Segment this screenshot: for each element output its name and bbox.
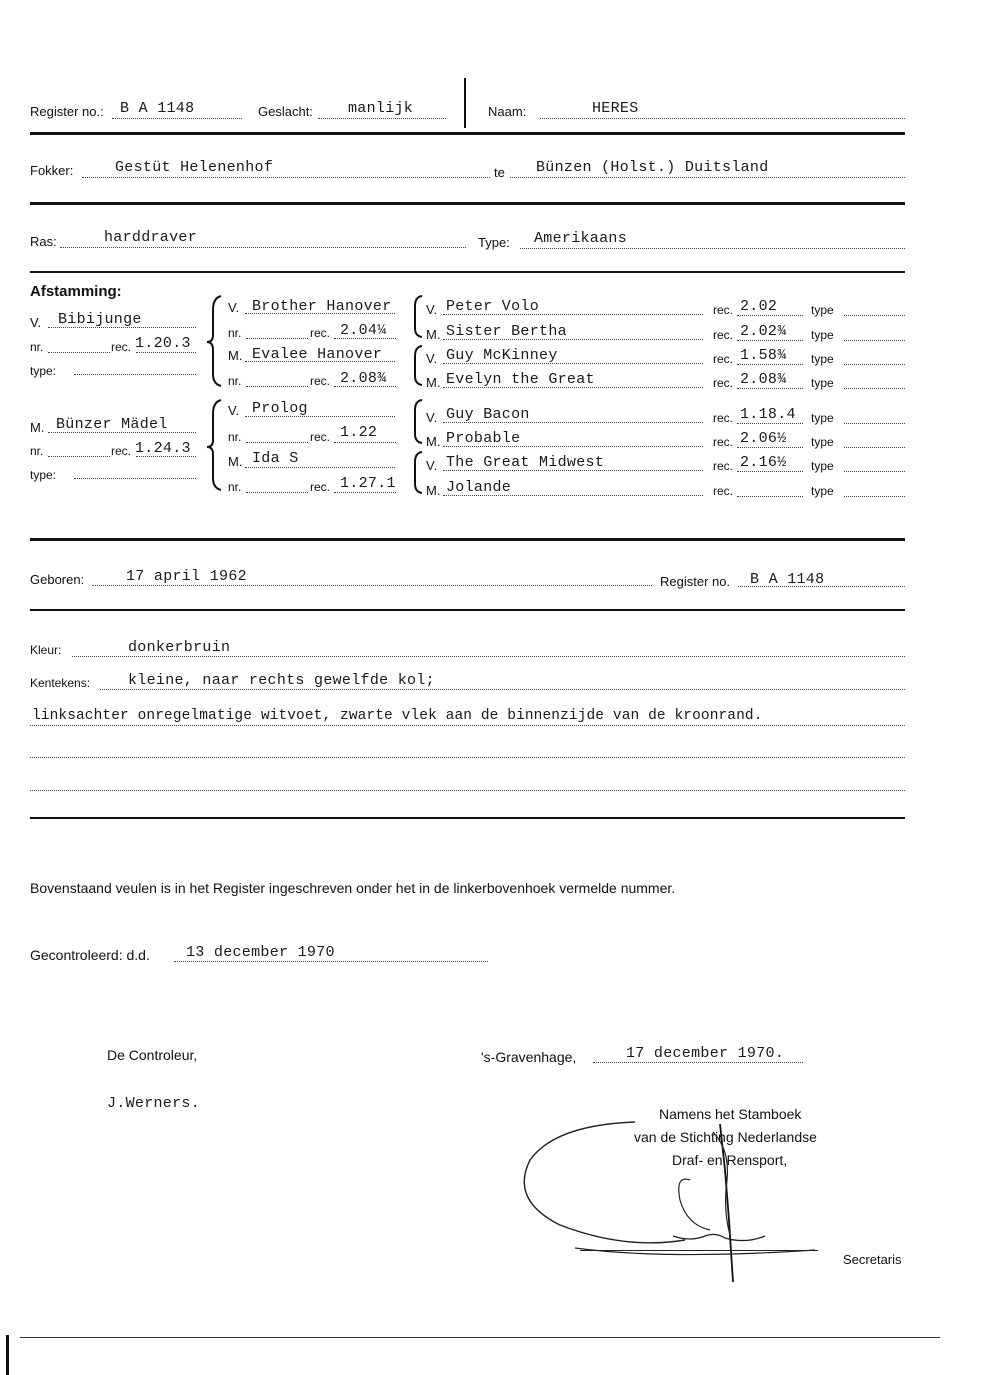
signature-line	[580, 1250, 818, 1251]
stamboek-line2: van de Stichting Nederlandse	[634, 1129, 817, 1145]
geboren-register-value: B A 1148	[750, 571, 825, 588]
rule-2	[30, 202, 905, 205]
dam-nr-dotline	[48, 456, 110, 457]
kentekens-line2: linksachter onregelmatige witvoet, zwarte vlek aan de binnenzijde van de kroonrand.	[32, 708, 763, 724]
ms-rec-dotline	[334, 442, 396, 443]
kleur-value: donkerbruin	[128, 639, 231, 656]
ms-rec-value: 1.22	[340, 424, 378, 441]
sire-rec-label: rec.	[111, 340, 132, 354]
ps-rec-value: 2.04¼	[340, 322, 387, 339]
fokker-value: Gestüt Helenenhof	[115, 159, 274, 176]
gecontroleerd-dotline	[174, 961, 488, 962]
pd-rec-label: rec.	[310, 374, 331, 388]
gen3-name: Guy McKinney	[446, 347, 558, 364]
fokker-label: Fokker:	[30, 163, 74, 178]
geboren-value: 17 april 1962	[126, 568, 247, 585]
gen3-prefix: M.	[426, 327, 441, 342]
header-divider	[464, 78, 466, 128]
naam-dotline	[540, 118, 905, 119]
gen3-prefix: M.	[426, 375, 441, 390]
gen3-name: Jolande	[446, 479, 512, 496]
gen3-rec-label: rec.	[713, 435, 734, 449]
kentekens-dotline-2	[30, 725, 905, 726]
gen3-rec-label: rec.	[713, 484, 734, 498]
md-nr-label: nr.	[228, 480, 242, 494]
naam-value: HERES	[592, 100, 639, 117]
dam-prefix: M.	[30, 420, 45, 435]
gen3-rec-value: 2.08¾	[740, 371, 787, 388]
md-rec-value: 1.27.1	[340, 475, 396, 492]
gen3-type-dotline	[844, 423, 905, 424]
rule-3	[30, 271, 905, 273]
gen2-braces	[205, 290, 225, 500]
bottom-rule	[20, 1337, 940, 1338]
naam-label: Naam:	[488, 104, 527, 119]
gen3-name: Evelyn the Great	[446, 371, 595, 388]
place-label: 's-Gravenhage,	[481, 1049, 577, 1065]
gen3-type-dotline	[844, 471, 905, 472]
registration-statement: Bovenstaand veulen is in het Register ingeschreven onder het in de linkerbovenhoek vermelde nummer.	[30, 880, 676, 896]
gen3-prefix: V.	[426, 351, 438, 366]
type-dotline	[520, 248, 905, 249]
gen3-rec-label: rec.	[713, 328, 734, 342]
md-rec-dotline	[334, 492, 396, 493]
md-prefix: M.	[228, 454, 243, 469]
gecontroleerd-label: Gecontroleerd: d.d.	[30, 947, 150, 963]
sire-nr-label: nr.	[30, 340, 44, 354]
sire-type-dotline	[74, 374, 196, 375]
dam-name: Bünzer Mädel	[56, 416, 168, 433]
dam-type-label: type:	[30, 468, 57, 482]
type-value: Amerikaans	[534, 230, 628, 247]
ras-value: harddraver	[104, 229, 198, 246]
te-label: te	[494, 165, 505, 180]
gen3-type-dotline	[844, 364, 905, 365]
pd-prefix: M.	[228, 348, 243, 363]
gen3-name: Probable	[446, 430, 521, 447]
gen3-name: Guy Bacon	[446, 406, 530, 423]
gen3-rec-label: rec.	[713, 303, 734, 317]
gen3-rec-value: 2.16½	[740, 454, 787, 471]
md-rec-label: rec.	[310, 480, 331, 494]
fokker-dotline	[82, 177, 490, 178]
gen3-rec-dotline	[737, 496, 803, 497]
ps-nr-label: nr.	[228, 326, 242, 340]
gen3-type-label: type	[811, 435, 834, 449]
kentekens-dotline-3	[30, 757, 905, 758]
dam-type-dotline	[74, 478, 196, 479]
afstamming-title: Afstamming:	[30, 283, 122, 300]
sire-rec-value: 1.20.3	[135, 335, 191, 352]
ms-nr-dotline	[246, 442, 308, 443]
stamboek-line3: Draf- en Rensport,	[672, 1152, 788, 1168]
ps-nr-dotline	[246, 338, 308, 339]
sire-name: Bibijunge	[58, 311, 142, 328]
gen3-name: The Great Midwest	[446, 454, 605, 471]
gecontroleerd-value: 13 december 1970	[186, 944, 335, 961]
md-name: Ida S	[252, 450, 299, 467]
gen3-name: Peter Volo	[446, 298, 540, 315]
geboren-register-label: Register no.	[660, 574, 731, 589]
geslacht-label: Geslacht:	[258, 104, 313, 119]
gen3-rec-value: 2.06½	[740, 430, 787, 447]
register-label: Register no.:	[30, 104, 104, 119]
md-dotline	[245, 467, 395, 468]
gen3-prefix: V.	[426, 302, 438, 317]
gen3-prefix: M.	[426, 434, 441, 449]
rule-4	[30, 538, 905, 541]
gen3-type-label: type	[811, 459, 834, 473]
gen3-type-dotline	[844, 496, 905, 497]
scan-edge-mark	[6, 1335, 9, 1375]
kentekens-dotline-4	[30, 790, 905, 791]
geboren-dotline	[92, 585, 652, 586]
ms-prefix: V.	[228, 403, 240, 418]
kentekens-dotline-1	[100, 689, 905, 690]
gen3-type-label: type	[811, 484, 834, 498]
place-date-value: 17 december 1970.	[626, 1045, 785, 1062]
gen3-rec-dotline	[737, 315, 803, 316]
ps-prefix: V.	[228, 300, 240, 315]
gen3-prefix: V.	[426, 410, 438, 425]
gen3-type-label: type	[811, 303, 834, 317]
pd-nr-label: nr.	[228, 374, 242, 388]
md-nr-dotline	[246, 492, 308, 493]
ms-name: Prolog	[252, 400, 308, 417]
gen3-rec-label: rec.	[713, 411, 734, 425]
type-label: Type:	[478, 235, 510, 250]
dam-nr-label: nr.	[30, 444, 44, 458]
dam-rec-label: rec.	[111, 444, 132, 458]
gen3-rec-dotline	[737, 423, 803, 424]
sire-rec-dotline	[136, 352, 196, 353]
gen3-rec-value: 1.58¾	[740, 347, 787, 364]
ps-name: Brother Hanover	[252, 298, 392, 315]
controleur-name: J.Werners.	[107, 1095, 201, 1112]
gen3-type-dotline	[844, 340, 905, 341]
gen3-rec-label: rec.	[713, 459, 734, 473]
gen3-type-label: type	[811, 352, 834, 366]
kleur-dotline	[72, 656, 905, 657]
gen3-rec-dotline	[737, 340, 803, 341]
te-value: Bünzen (Holst.) Duitsland	[536, 159, 769, 176]
gen3-type-label: type	[811, 376, 834, 390]
kleur-label: Kleur:	[30, 643, 62, 657]
gen3-rec-dotline	[737, 447, 803, 448]
register-dotline	[112, 118, 242, 119]
ms-nr-label: nr.	[228, 430, 242, 444]
geslacht-dotline	[318, 118, 446, 119]
gen3-rec-dotline	[737, 471, 803, 472]
ps-rec-label: rec.	[310, 326, 331, 340]
gen3-type-dotline	[844, 388, 905, 389]
pd-nr-dotline	[246, 386, 308, 387]
gen3-rec-label: rec.	[713, 376, 734, 390]
gen3-rec-value: 2.02¾	[740, 323, 787, 340]
place-dotline	[593, 1062, 803, 1063]
gen3-rec-label: rec.	[713, 352, 734, 366]
gen3-rec-dotline	[737, 364, 803, 365]
ras-dotline	[60, 247, 466, 248]
sire-prefix: V.	[30, 315, 42, 330]
pd-name: Evalee Hanover	[252, 346, 383, 363]
geslacht-value: manlijk	[348, 100, 414, 117]
kentekens-label: Kentekens:	[30, 676, 91, 690]
stamboek-line1: Namens het Stamboek	[659, 1106, 802, 1122]
gen3-prefix: V.	[426, 458, 438, 473]
gen3-rec-dotline	[737, 388, 803, 389]
rule-1	[30, 132, 905, 135]
secretaris-label: Secretaris	[843, 1252, 902, 1267]
sire-nr-dotline	[48, 352, 110, 353]
gen3-rec-value: 2.02	[740, 298, 778, 315]
ras-label: Ras:	[30, 234, 57, 249]
ms-rec-label: rec.	[310, 430, 331, 444]
gen3-braces	[408, 290, 426, 500]
rule-6	[30, 817, 905, 819]
rule-5	[30, 609, 905, 611]
dam-rec-value: 1.24.3	[135, 440, 191, 457]
gen3-type-dotline	[844, 315, 905, 316]
gen3-name: Sister Bertha	[446, 323, 567, 340]
kentekens-line1: kleine, naar rechts gewelfde kol;	[128, 672, 435, 689]
pd-rec-value: 2.08¾	[340, 370, 387, 387]
signature-scribble	[515, 1110, 825, 1290]
sire-type-label: type:	[30, 364, 57, 378]
geboren-label: Geboren:	[30, 572, 85, 587]
gen3-prefix: M.	[426, 483, 441, 498]
controleur-label: De Controleur,	[107, 1047, 198, 1063]
gen3-type-label: type	[811, 328, 834, 342]
register-value: B A 1148	[120, 100, 195, 117]
gen3-type-dotline	[844, 447, 905, 448]
gen3-rec-value: 1.18.4	[740, 406, 796, 423]
te-dotline	[510, 177, 905, 178]
gen3-type-label: type	[811, 411, 834, 425]
